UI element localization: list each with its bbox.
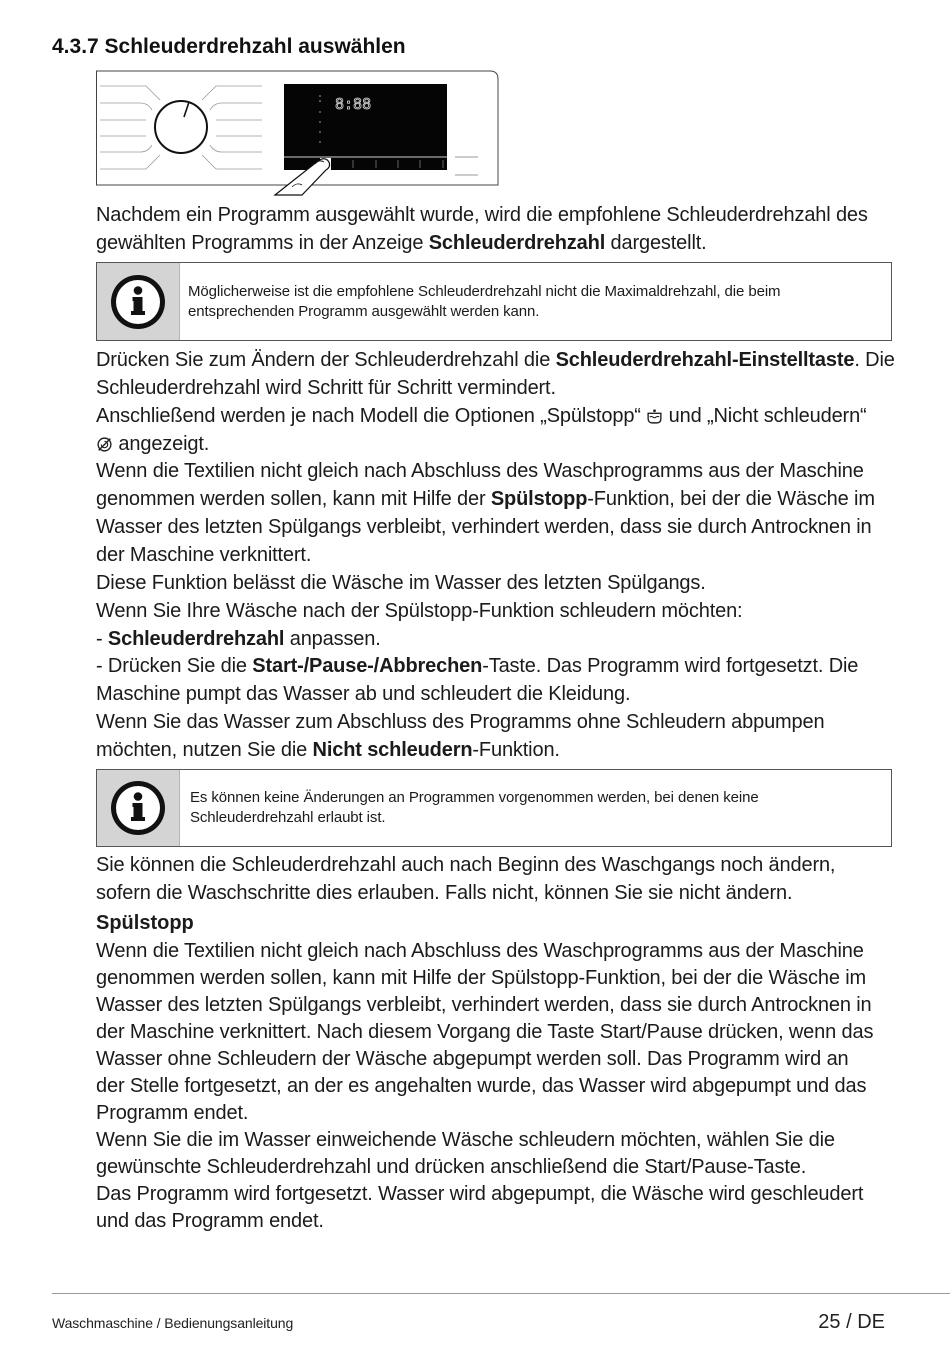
rinse-hold-icon <box>646 408 663 425</box>
bold-term: Spülstopp <box>490 488 588 511</box>
text-line <box>96 347 895 375</box>
info-icon <box>110 274 166 330</box>
text-run: . Die <box>854 349 895 371</box>
text-line <box>190 788 759 808</box>
text-run: genommen werden sollen, kann mit Hilfe der Spülstopp-Funktion, bei der die Wäsche im <box>96 966 867 989</box>
footer-rule <box>52 1293 950 1294</box>
text-run: sofern die Waschschritte dies erlauben. Falls nicht, können Sie sie nicht ändern. <box>96 882 793 904</box>
text-line <box>96 1127 873 1154</box>
intro-paragraph <box>96 201 868 257</box>
text-run: Wenn Sie die im Wasser einweichende Wäsche schleudern möchten, wählen Sie die <box>96 1129 835 1152</box>
text-run: Möglicherweise ist die empfohlene Schleuderdrehzahl nicht die Maximaldrehzahl, die beim <box>188 283 781 300</box>
info-note-no-spin-programs <box>96 769 892 847</box>
text-line <box>96 201 868 229</box>
text-line <box>96 375 895 403</box>
text-run: -Funktion. <box>472 739 560 762</box>
info-icon-panel <box>97 770 180 846</box>
text-run: möchten, nutzen Sie die <box>96 739 313 762</box>
text-line <box>96 737 895 765</box>
display-panel <box>284 84 447 170</box>
text-line <box>96 570 895 598</box>
text-line <box>96 992 873 1019</box>
text-line <box>96 1100 873 1127</box>
text-run: Wenn Sie das Wasser zum Abschluss des Programms ohne Schleudern abpumpen <box>96 711 825 734</box>
control-panel-figure <box>96 70 502 196</box>
text-run: Wasser ohne Schleudern der Wäsche abgepumpt werden soll. Das Programm wird an <box>96 1047 849 1070</box>
rinse-hold-paragraph <box>96 938 873 1236</box>
text-run: der Maschine verknittert. Nach diesem Vorgang die Taste Start/Pause drücken, wenn das <box>96 1020 874 1043</box>
text-line <box>96 431 895 459</box>
text-line <box>96 514 895 542</box>
text-line <box>96 965 873 992</box>
display-readout: 8:88 <box>335 95 372 113</box>
text-run: - <box>96 627 108 650</box>
text-run: der Stelle fortgesetzt, an der es angehalten wurde, das Wasser wird abgepumpt und das <box>96 1074 867 1097</box>
text-line <box>96 851 835 879</box>
text-line <box>96 879 835 907</box>
text-line <box>96 403 895 431</box>
text-run: und das Programm endet. <box>96 1210 324 1233</box>
text-run: -Funktion, bei der die Wäsche im <box>587 488 875 511</box>
text-line <box>96 1181 873 1208</box>
bold-term: Schleuderdrehzahl <box>107 627 285 650</box>
text-line <box>96 542 895 570</box>
text-run: Nachdem ein Programm ausgewählt wurde, wird die empfohlene Schleuderdrehzahl des <box>96 204 868 226</box>
subheading-rinse-hold: Spülstopp <box>96 912 194 934</box>
bold-term: Schleuderdrehzahl-Einstelltaste <box>555 349 855 371</box>
text-line <box>96 653 895 681</box>
bold-term: Start-/Pause-/Abbrechen <box>252 655 483 678</box>
program-knob <box>155 101 207 153</box>
text-run: Diese Funktion belässt die Wäsche im Wasser des letzten Spülgangs. <box>96 571 706 594</box>
info-note-text <box>180 770 759 846</box>
text-run: und „Nicht schleudern“ <box>663 404 867 427</box>
text-line <box>96 709 895 737</box>
text-line <box>96 1208 873 1235</box>
text-run: Schleuderdrehzahl wird Schritt für Schritt vermindert. <box>96 376 556 399</box>
text-run: Wenn Sie Ihre Wäsche nach der Spülstopp-Funktion schleudern möchten: <box>96 599 743 622</box>
text-run: anpassen. <box>284 627 381 650</box>
text-line <box>96 598 895 626</box>
text-run: - Drücken Sie die <box>96 655 253 678</box>
text-line <box>188 302 780 322</box>
text-run: Anschließend werden je nach Modell die Optionen „Spülstopp“ <box>96 404 647 427</box>
text-run: Schleuderdrehzahl erlaubt ist. <box>190 809 386 826</box>
footer-document-title: Waschmaschine / Bedienungsanleitung <box>52 1315 294 1331</box>
text-run: Sie können die Schleuderdrehzahl auch nach Beginn des Waschgangs noch ändern, <box>96 854 836 876</box>
info-note-recommended-speed <box>96 262 892 341</box>
text-run: gewählten Programms in der Anzeige <box>96 232 429 254</box>
text-line <box>96 1019 873 1046</box>
text-run: der Maschine verknittert. <box>96 544 312 567</box>
bold-term: Schleuderdrehzahl <box>428 232 606 254</box>
info-icon-panel <box>97 263 180 340</box>
page-number: 25 / DE <box>818 1311 885 1333</box>
info-note-text <box>180 263 780 340</box>
instructions-paragraph <box>96 347 895 765</box>
text-line <box>96 681 895 709</box>
text-line <box>96 1073 873 1100</box>
text-line <box>96 229 868 257</box>
no-spin-icon <box>96 436 113 453</box>
text-run: -Taste. Das Programm wird fortgesetzt. Die <box>482 655 859 678</box>
text-run: Das Programm wird fortgesetzt. Wasser wird abgepumpt, die Wäsche wird geschleudert <box>96 1183 864 1206</box>
text-line <box>190 808 759 828</box>
change-during-wash-paragraph <box>96 851 835 907</box>
text-run: Programm endet. <box>96 1102 249 1125</box>
text-line <box>96 1154 873 1181</box>
text-line <box>96 938 873 965</box>
text-run: Drücken Sie zum Ändern der Schleuderdrehzahl die <box>96 349 556 371</box>
text-line <box>96 458 895 486</box>
text-line <box>96 486 895 514</box>
text-run: entsprechenden Programm ausgewählt werden kann. <box>188 303 540 320</box>
bold-term: Nicht schleudern <box>312 739 473 762</box>
text-run: Wasser des letzten Spülgangs verbleibt, verhindert werden, dass sie durch Antrocknen in <box>96 993 872 1016</box>
section-title: 4.3.7 Schleuderdrehzahl auswählen <box>52 35 406 58</box>
text-run: genommen werden sollen, kann mit Hilfe der <box>96 488 491 511</box>
text-line <box>96 1046 873 1073</box>
text-run: Wenn die Textilien nicht gleich nach Abschluss des Waschprogramms aus der Maschine <box>96 460 864 483</box>
text-run: angezeigt. <box>113 432 210 455</box>
text-run: Es können keine Änderungen an Programmen vorgenommen werden, bei denen keine <box>190 789 759 806</box>
text-run: dargestellt. <box>605 232 707 254</box>
text-run: Maschine pumpt das Wasser ab und schleudert die Kleidung. <box>96 683 631 706</box>
text-line <box>188 282 780 302</box>
text-line <box>96 626 895 654</box>
text-run: Wasser des letzten Spülgangs verbleibt, verhindert werden, dass sie durch Antrocknen in <box>96 516 872 539</box>
text-run: gewünschte Schleuderdrehzahl und drücken anschließend die Start/Pause-Taste. <box>96 1156 807 1179</box>
text-run: Wenn die Textilien nicht gleich nach Abschluss des Waschprogramms aus der Maschine <box>96 939 864 962</box>
info-icon <box>110 780 166 836</box>
